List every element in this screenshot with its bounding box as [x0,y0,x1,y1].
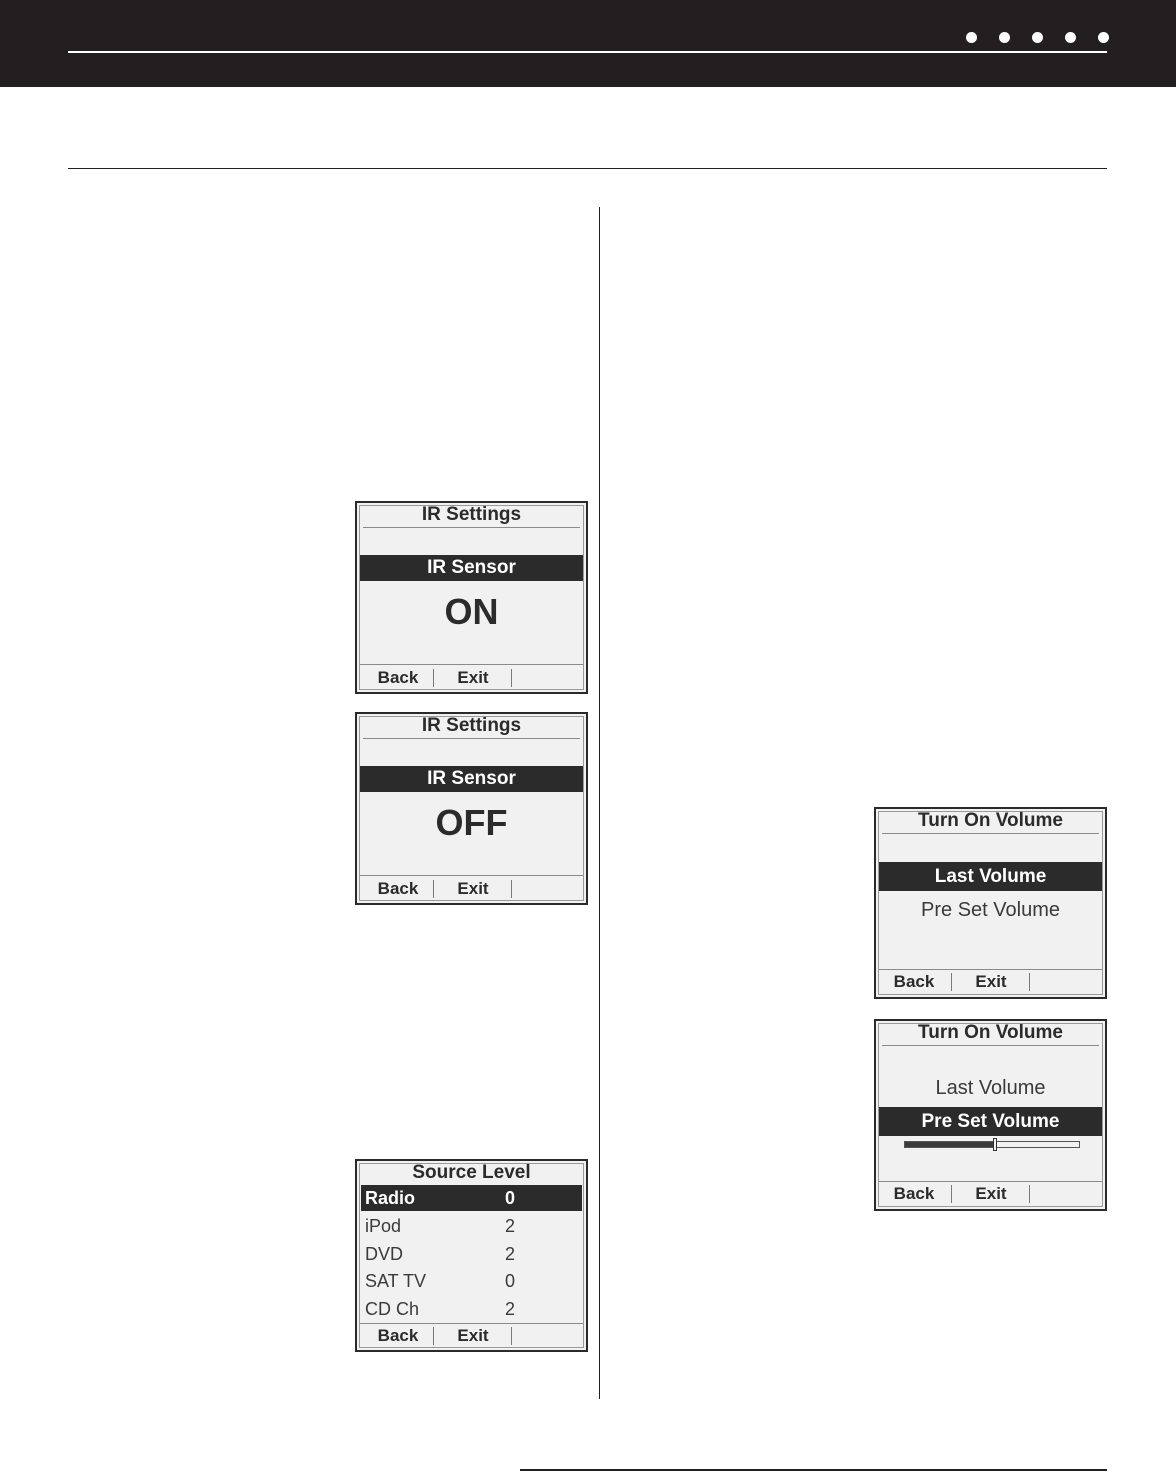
section-rule [68,168,1107,169]
softkey-separator [433,669,434,687]
exit-softkey[interactable]: Exit [457,1326,489,1345]
header-rule [68,51,1107,53]
footer-rule [879,969,1102,970]
softkey-separator [433,1327,434,1345]
source-value: 0 [505,1188,516,1208]
source-row-sat-tv[interactable] [361,1268,582,1294]
preset-volume-option[interactable]: Pre Set Volume [879,1107,1102,1136]
softkey-separator [511,669,512,687]
source-name: CD Ch [365,1299,420,1319]
title-rule [363,738,580,739]
preset-volume-option[interactable]: Pre Set Volume [921,899,1060,921]
title-rule [882,833,1099,834]
dot-icon [1032,32,1043,43]
softkey-separator [1029,1185,1030,1203]
exit-softkey[interactable]: Exit [975,1184,1007,1203]
screen-title: Turn On Volume [918,810,1063,831]
exit-softkey[interactable]: Exit [975,972,1007,991]
softkey-separator [1029,973,1030,991]
screen-title: Turn On Volume [918,1022,1063,1043]
source-name: SAT TV [365,1271,427,1291]
softkey-separator [511,880,512,898]
header-dots [966,32,1109,43]
source-value: 2 [505,1244,516,1264]
source-row-dvd[interactable] [361,1241,582,1267]
back-softkey[interactable]: Back [377,879,419,898]
last-volume-option[interactable]: Last Volume [879,862,1102,891]
footer-rule [520,1469,1107,1471]
last-volume-option[interactable]: Last Volume [935,1077,1046,1099]
footer-rule [360,664,583,665]
footer-rule [879,1181,1102,1182]
source-name: iPod [365,1216,402,1236]
source-row-cd-ch[interactable] [361,1296,582,1322]
source-row-radio[interactable] [361,1185,582,1211]
back-softkey[interactable]: Back [377,668,419,687]
softkey-separator [433,880,434,898]
source-value: 2 [505,1299,516,1319]
back-softkey[interactable]: Back [893,1184,935,1203]
source-name: DVD [365,1244,404,1264]
ir-settings-on-screen [355,501,588,694]
screen-title: IR Settings [421,715,522,736]
header-band [0,0,1176,87]
back-softkey[interactable]: Back [377,1326,419,1345]
column-divider [599,207,600,1399]
title-rule [882,1045,1099,1046]
footer-rule [360,875,583,876]
source-name: Radio [365,1188,416,1208]
source-row-ipod[interactable] [361,1213,582,1239]
softkey-separator [511,1327,512,1345]
screen-title: Source Level [412,1162,531,1183]
exit-softkey[interactable]: Exit [457,668,489,687]
screen-title: IR Settings [421,504,522,525]
softkey-separator [951,1185,952,1203]
source-level-screen [355,1159,588,1352]
ir-settings-off-screen [355,712,588,905]
source-value: 0 [505,1271,516,1291]
preset-volume-slider[interactable] [904,1141,1080,1148]
dot-icon [1098,32,1109,43]
slider-fill [905,1142,995,1147]
softkey-separator [951,973,952,991]
ir-sensor-highlight[interactable]: IR Sensor [360,766,583,792]
footer-rule [360,1323,583,1324]
dot-icon [966,32,977,43]
back-softkey[interactable]: Back [893,972,935,991]
slider-thumb[interactable] [993,1138,997,1151]
source-value: 2 [505,1216,516,1236]
ir-sensor-value: OFF [435,802,508,843]
turn-on-volume-last-screen [874,807,1107,999]
turn-on-volume-preset-screen [874,1019,1107,1211]
ir-sensor-value: ON [444,591,499,632]
ir-sensor-highlight[interactable]: IR Sensor [360,555,583,581]
exit-softkey[interactable]: Exit [457,879,489,898]
dot-icon [1065,32,1076,43]
title-rule [363,527,580,528]
dot-icon [999,32,1010,43]
